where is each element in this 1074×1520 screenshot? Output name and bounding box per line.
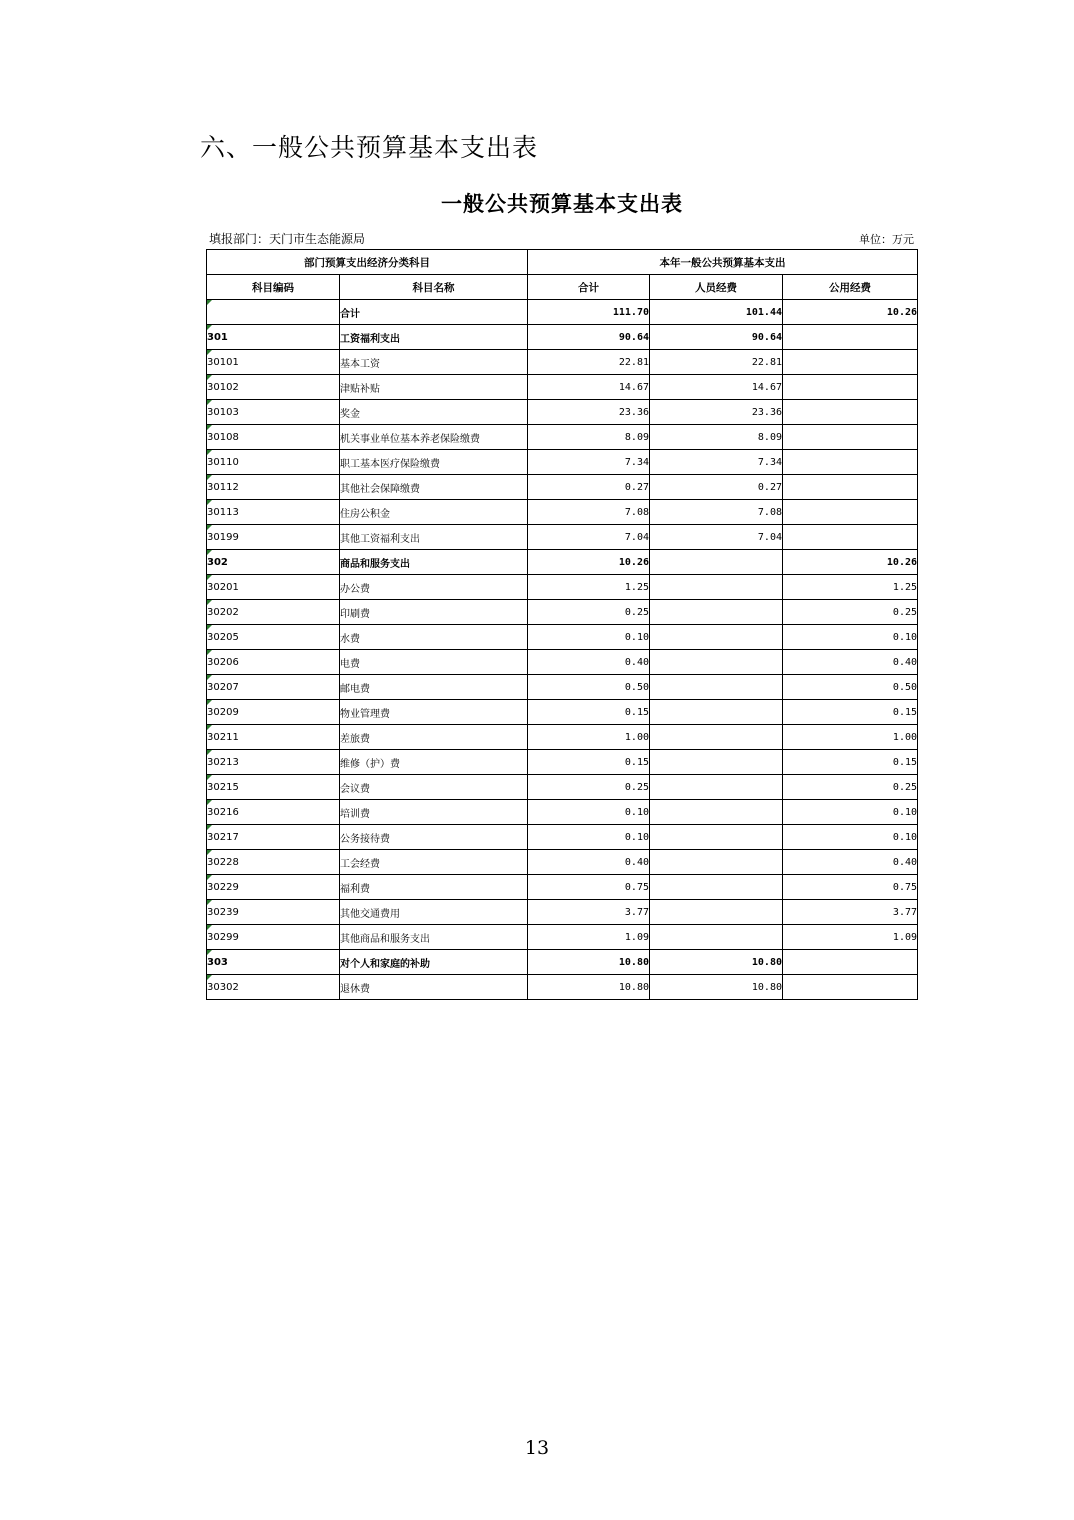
cell-public: 0.40	[783, 650, 918, 675]
table-row	[207, 475, 918, 500]
cell-name: 工会经费	[340, 850, 528, 875]
cell-code: 30113	[207, 500, 340, 525]
cell-total: 0.15	[528, 750, 650, 775]
cell-name: 其他工资福利支出	[340, 525, 528, 550]
cell-personnel: 101.44	[650, 300, 783, 325]
cell-name: 机关事业单位基本养老保险缴费	[340, 425, 528, 450]
cell-name: 水费	[340, 625, 528, 650]
cell-name: 印刷费	[340, 600, 528, 625]
department-label: 填报部门：天门市生态能源局	[209, 232, 366, 246]
cell-code: 302	[207, 550, 340, 575]
table-row	[207, 600, 918, 625]
table-row	[207, 450, 918, 475]
table-row	[207, 750, 918, 775]
cell-name: 物业管理费	[340, 700, 528, 725]
cell-personnel: 14.67	[650, 375, 783, 400]
cell-personnel	[650, 775, 783, 800]
cell-name: 商品和服务支出	[340, 550, 528, 575]
cell-code: 30216	[207, 800, 340, 825]
cell-total: 14.67	[528, 375, 650, 400]
cell-personnel	[650, 725, 783, 750]
cell-public: 0.10	[783, 625, 918, 650]
table-body	[207, 300, 918, 1000]
table-row	[207, 525, 918, 550]
header-code: 科目编码	[207, 275, 340, 300]
cell-total: 0.40	[528, 650, 650, 675]
cell-name: 差旅费	[340, 725, 528, 750]
cell-code: 30205	[207, 625, 340, 650]
cell-public	[783, 325, 918, 350]
cell-personnel	[650, 575, 783, 600]
cell-code: 30217	[207, 825, 340, 850]
cell-public: 0.75	[783, 875, 918, 900]
cell-personnel	[650, 850, 783, 875]
cell-code: 30228	[207, 850, 340, 875]
table-row	[207, 650, 918, 675]
cell-code: 30199	[207, 525, 340, 550]
cell-public	[783, 500, 918, 525]
cell-public: 0.10	[783, 825, 918, 850]
cell-public	[783, 450, 918, 475]
cell-code: 30206	[207, 650, 340, 675]
table-row	[207, 425, 918, 450]
cell-total: 0.40	[528, 850, 650, 875]
table-row	[207, 825, 918, 850]
table-row	[207, 800, 918, 825]
table-row	[207, 550, 918, 575]
cell-name: 住房公积金	[340, 500, 528, 525]
cell-public: 1.09	[783, 925, 918, 950]
cell-total: 0.10	[528, 800, 650, 825]
table-row	[207, 725, 918, 750]
cell-name: 基本工资	[340, 350, 528, 375]
cell-total: 0.27	[528, 475, 650, 500]
header-total: 合计	[528, 275, 650, 300]
cell-public: 0.15	[783, 750, 918, 775]
cell-code: 30101	[207, 350, 340, 375]
cell-name: 退休费	[340, 975, 528, 1000]
section-heading: 六、一般公共预算基本支出表	[200, 133, 539, 162]
cell-personnel: 7.08	[650, 500, 783, 525]
page-number: 13	[524, 1437, 550, 1459]
cell-public	[783, 525, 918, 550]
cell-total: 23.36	[528, 400, 650, 425]
cell-code: 30201	[207, 575, 340, 600]
table-row	[207, 575, 918, 600]
cell-personnel	[650, 925, 783, 950]
cell-total: 0.75	[528, 875, 650, 900]
cell-name: 公务接待费	[340, 825, 528, 850]
cell-code	[207, 300, 340, 325]
header-group-right: 本年一般公共预算基本支出	[528, 250, 918, 275]
header-name: 科目名称	[340, 275, 528, 300]
cell-public: 0.10	[783, 800, 918, 825]
cell-code: 301	[207, 325, 340, 350]
table-row	[207, 875, 918, 900]
cell-name: 对个人和家庭的补助	[340, 950, 528, 975]
cell-code: 30103	[207, 400, 340, 425]
cell-total: 1.09	[528, 925, 650, 950]
cell-name: 办公费	[340, 575, 528, 600]
cell-total: 7.04	[528, 525, 650, 550]
cell-code: 30110	[207, 450, 340, 475]
cell-name: 职工基本医疗保险缴费	[340, 450, 528, 475]
cell-code: 30302	[207, 975, 340, 1000]
cell-code: 30211	[207, 725, 340, 750]
cell-public	[783, 950, 918, 975]
cell-personnel	[650, 675, 783, 700]
cell-public	[783, 425, 918, 450]
cell-code: 30108	[207, 425, 340, 450]
cell-total: 0.25	[528, 600, 650, 625]
cell-code: 30102	[207, 375, 340, 400]
cell-personnel	[650, 825, 783, 850]
cell-personnel: 10.80	[650, 950, 783, 975]
cell-public	[783, 350, 918, 375]
cell-personnel: 23.36	[650, 400, 783, 425]
cell-personnel: 8.09	[650, 425, 783, 450]
cell-total: 0.15	[528, 700, 650, 725]
table-title: 一般公共预算基本支出表	[441, 191, 683, 216]
cell-total: 10.80	[528, 950, 650, 975]
cell-total: 90.64	[528, 325, 650, 350]
cell-public: 0.15	[783, 700, 918, 725]
cell-total: 1.25	[528, 575, 650, 600]
table-row	[207, 775, 918, 800]
cell-total: 0.50	[528, 675, 650, 700]
cell-personnel	[650, 800, 783, 825]
cell-code: 30215	[207, 775, 340, 800]
cell-total: 10.26	[528, 550, 650, 575]
cell-public: 1.25	[783, 575, 918, 600]
cell-name: 邮电费	[340, 675, 528, 700]
table-row	[207, 675, 918, 700]
cell-code: 303	[207, 950, 340, 975]
cell-total: 3.77	[528, 900, 650, 925]
cell-personnel	[650, 650, 783, 675]
cell-public: 0.50	[783, 675, 918, 700]
table-row	[207, 375, 918, 400]
cell-personnel	[650, 750, 783, 775]
cell-public: 10.26	[783, 300, 918, 325]
cell-public	[783, 475, 918, 500]
cell-code: 30299	[207, 925, 340, 950]
cell-code: 30112	[207, 475, 340, 500]
unit-label: 单位：万元	[859, 233, 914, 246]
cell-total: 0.25	[528, 775, 650, 800]
cell-public: 3.77	[783, 900, 918, 925]
cell-code: 30239	[207, 900, 340, 925]
cell-code: 30207	[207, 675, 340, 700]
table-row	[207, 325, 918, 350]
cell-name: 电费	[340, 650, 528, 675]
cell-total: 0.10	[528, 825, 650, 850]
cell-name: 其他商品和服务支出	[340, 925, 528, 950]
cell-total: 0.10	[528, 625, 650, 650]
header-column-row	[207, 275, 918, 300]
cell-personnel	[650, 700, 783, 725]
table-row	[207, 950, 918, 975]
table-row	[207, 500, 918, 525]
cell-personnel	[650, 550, 783, 575]
cell-name: 会议费	[340, 775, 528, 800]
header-group-left: 部门预算支出经济分类科目	[207, 250, 528, 275]
cell-name: 奖金	[340, 400, 528, 425]
cell-name: 工资福利支出	[340, 325, 528, 350]
cell-name: 其他交通费用	[340, 900, 528, 925]
table-row	[207, 925, 918, 950]
cell-total: 7.08	[528, 500, 650, 525]
table-row	[207, 900, 918, 925]
cell-public: 1.00	[783, 725, 918, 750]
table-row	[207, 625, 918, 650]
cell-personnel: 10.80	[650, 975, 783, 1000]
cell-public	[783, 400, 918, 425]
cell-total: 7.34	[528, 450, 650, 475]
cell-code: 30213	[207, 750, 340, 775]
cell-public	[783, 375, 918, 400]
cell-public: 0.40	[783, 850, 918, 875]
table-row	[207, 850, 918, 875]
cell-personnel: 7.34	[650, 450, 783, 475]
header-group-row	[207, 250, 918, 275]
cell-name: 合计	[340, 300, 528, 325]
cell-personnel: 90.64	[650, 325, 783, 350]
cell-name: 维修（护）费	[340, 750, 528, 775]
cell-name: 福利费	[340, 875, 528, 900]
cell-code: 30202	[207, 600, 340, 625]
cell-personnel: 0.27	[650, 475, 783, 500]
cell-total: 8.09	[528, 425, 650, 450]
cell-name: 津贴补贴	[340, 375, 528, 400]
header-public: 公用经费	[783, 275, 918, 300]
cell-code: 30229	[207, 875, 340, 900]
cell-name: 培训费	[340, 800, 528, 825]
cell-public: 10.26	[783, 550, 918, 575]
budget-table	[206, 249, 918, 1000]
cell-personnel	[650, 875, 783, 900]
header-personnel: 人员经费	[650, 275, 783, 300]
table-row	[207, 975, 918, 1000]
cell-public: 0.25	[783, 600, 918, 625]
cell-total: 1.00	[528, 725, 650, 750]
cell-personnel: 7.04	[650, 525, 783, 550]
cell-public	[783, 975, 918, 1000]
cell-total: 22.81	[528, 350, 650, 375]
cell-personnel	[650, 625, 783, 650]
cell-total: 10.80	[528, 975, 650, 1000]
cell-total: 111.70	[528, 300, 650, 325]
cell-personnel	[650, 900, 783, 925]
table-row	[207, 300, 918, 325]
cell-personnel	[650, 600, 783, 625]
table-row	[207, 700, 918, 725]
table-row	[207, 400, 918, 425]
table-row	[207, 350, 918, 375]
cell-personnel: 22.81	[650, 350, 783, 375]
cell-name: 其他社会保障缴费	[340, 475, 528, 500]
cell-code: 30209	[207, 700, 340, 725]
cell-public: 0.25	[783, 775, 918, 800]
